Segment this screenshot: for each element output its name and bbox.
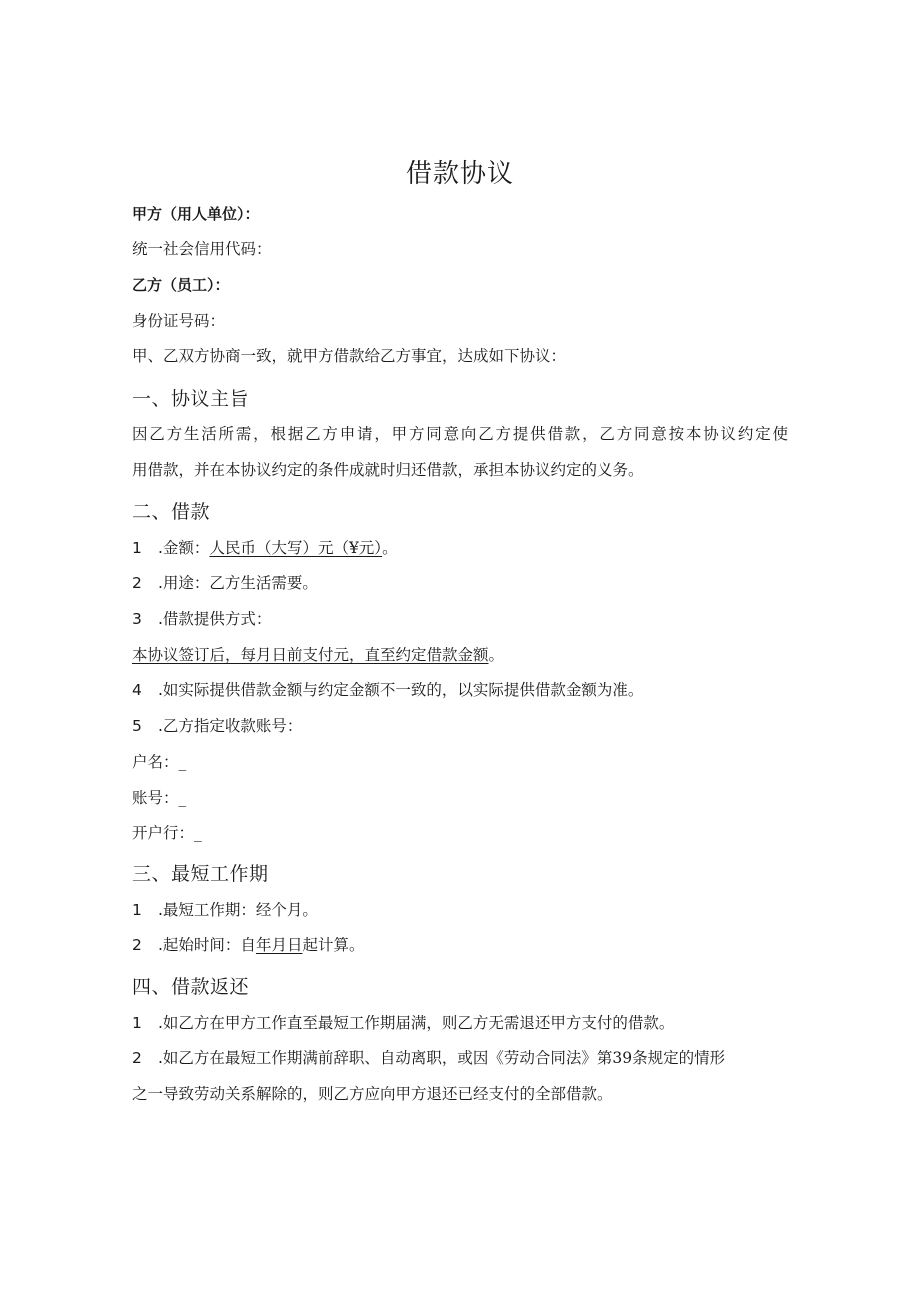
item-number: 1 — [132, 539, 142, 557]
provision-method-text: .借款提供方式： — [158, 610, 272, 628]
section1-para-line1: 因乙方生活所需，根据乙方申请，甲方同意向乙方提供借款，乙方同意按本协议约定使 — [132, 425, 788, 443]
bank-field: 开户行：_ — [132, 824, 202, 842]
min-work-period-text: .最短工作期：经个月。 — [158, 901, 318, 919]
section3-item1 — [132, 899, 792, 921]
account-number-field: 账号：_ — [132, 789, 187, 807]
section3-item2 — [132, 934, 792, 956]
item-number: 1 — [132, 901, 142, 919]
section1-heading: 一、协议主旨 — [132, 388, 250, 410]
actual-amount-text: .如实际提供借款金额与约定金额不一致的，以实际提供借款金额为准。 — [158, 681, 644, 699]
party-b-label: 乙方（员工）： — [132, 276, 230, 294]
item-number: 2 — [132, 574, 142, 592]
item-number: 1 — [132, 1014, 142, 1032]
section2-item2 — [132, 572, 792, 594]
id-number-label: 身份证号码： — [132, 312, 226, 330]
section4-item2-line2: 之一导致劳动关系解除的，则乙方应向甲方退还已经支付的全部借款。 — [132, 1085, 613, 1103]
section2-item1 — [132, 537, 792, 559]
item-number: 2 — [132, 1049, 142, 1067]
section4-item2 — [132, 1047, 792, 1069]
section2-item5 — [132, 715, 792, 737]
provision-detail-end: 。 — [488, 646, 505, 664]
section4-heading: 四、借款返还 — [132, 976, 250, 998]
amount-value: 人民币（大写）元（¥元） — [209, 539, 383, 557]
section4-item1 — [132, 1012, 792, 1034]
credit-code-label: 统一社会信用代码： — [132, 240, 272, 258]
account-name-field: 户名：_ — [132, 753, 187, 771]
section2-item4 — [132, 679, 792, 701]
purpose-text: .用途：乙方生活需要。 — [158, 574, 318, 592]
item-number: 4 — [132, 681, 142, 699]
item-number: 5 — [132, 717, 142, 735]
repay-item1-text: .如乙方在甲方工作直至最短工作期届满，则乙方无需退还甲方支付的借款。 — [158, 1014, 675, 1032]
section2-item3 — [132, 608, 792, 630]
amount-end: 。 — [382, 539, 398, 557]
amount-label: .金额： — [158, 539, 210, 557]
intro-paragraph: 甲、乙双方协商一致，就甲方借款给乙方事宜，达成如下协议： — [132, 347, 567, 365]
repay-item2-line1: .如乙方在最短工作期满前辞职、自动离职，或因《劳动合同法》第39条规定的情形 — [158, 1049, 726, 1067]
section2-item3-detail — [132, 644, 792, 666]
document-title: 借款协议 — [405, 159, 514, 189]
party-a-label: 甲方（用人单位）： — [132, 205, 260, 223]
start-time-post: 起计算。 — [302, 936, 365, 954]
start-date: 年月日 — [255, 936, 303, 954]
item-number: 3 — [132, 610, 142, 628]
section3-heading: 三、最短工作期 — [132, 863, 269, 885]
section2-heading: 二、借款 — [132, 501, 211, 523]
item-number: 2 — [132, 936, 142, 954]
start-time-pre: .起始时间：自 — [158, 936, 256, 954]
provision-detail: 本协议签订后，每月日前支付元，直至约定借款金额 — [132, 646, 489, 664]
section1-para-line2: 用借款，并在本协议约定的条件成就时归还借款，承担本协议约定的义务。 — [132, 461, 644, 479]
account-text: .乙方指定收款账号： — [158, 717, 303, 735]
